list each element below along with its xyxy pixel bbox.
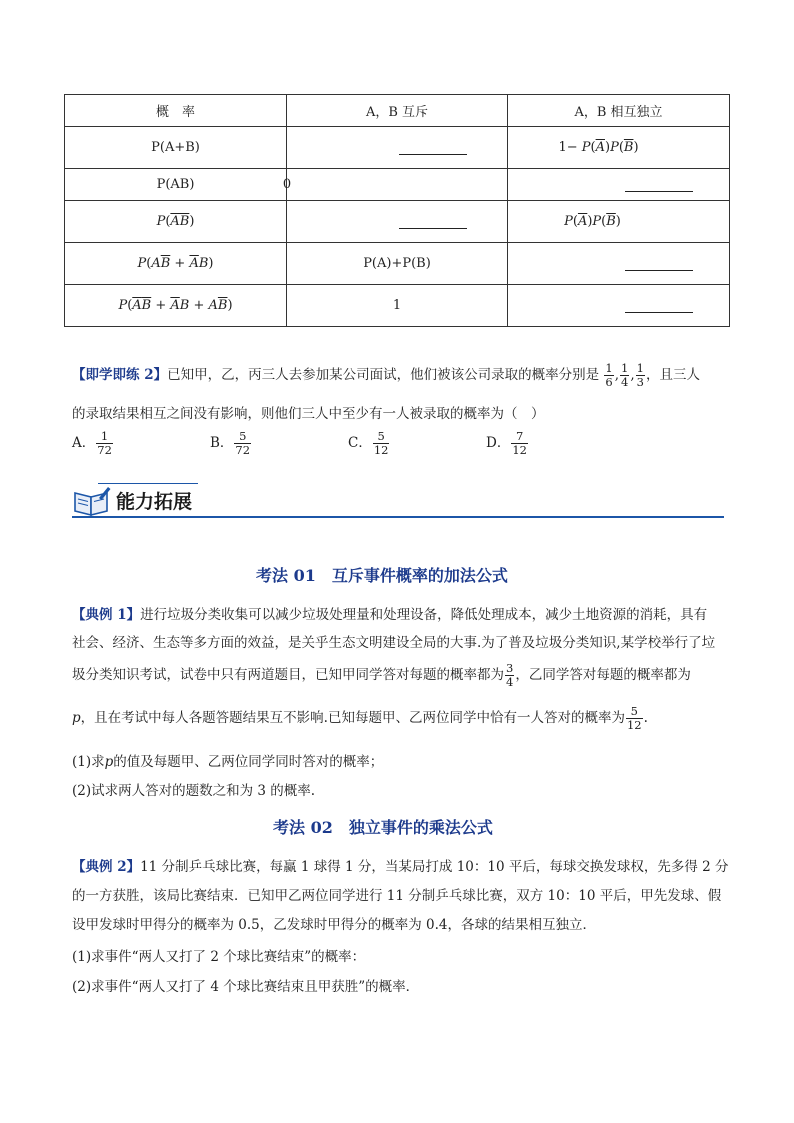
- option-c[interactable]: C． $\frac{5}{12}$: [348, 429, 389, 458]
- header-mutex: A，B 互斥: [287, 95, 508, 127]
- method1-line-3: 圾分类知识考试，试卷中只有两道题目，已知甲同学答对每题的概率都为 $\frac{3}{4}$ ，乙同学答对每题的概率都为: [72, 661, 691, 690]
- practice-line-2: 的录取结果相互之间没有影响，则他们三人中至少有一人被录取的概率为（ ）: [72, 406, 545, 422]
- section-banner-title: 能力拓展: [116, 491, 193, 513]
- method2-question-2: (2)求事件“两人又打了 4 个球比赛结束且甲获胜”的概率．: [72, 979, 420, 995]
- option-d[interactable]: D． $\frac{7}{12}$: [486, 429, 527, 458]
- method1-question-2: (2)试求两人答对的题数之和为 3 的概率.: [72, 783, 316, 799]
- table-row: [65, 201, 730, 243]
- method1-line-2: 社会、经济、生态等多方面的效益，是关乎生态文明建设全局的大事.为了普及垃圾分类知识,某学校举行了垃: [72, 635, 716, 651]
- probability-table: [64, 94, 730, 327]
- table-header-row: [65, 95, 730, 127]
- indep-formula: $1- P(\overline{A})P(\overline{B})$: [508, 127, 730, 169]
- table-row: [65, 169, 730, 201]
- practice-tag: 【即学即练 2】: [72, 367, 168, 384]
- row-label: $P(A\overline{B} + \overline{A}B)$: [65, 243, 287, 285]
- fraction: $\frac{5}{12}$: [626, 704, 642, 733]
- method1-title: 考法 01 互斥事件概率的加法公式: [256, 566, 508, 585]
- method2-line-3: 设甲发球时甲得分的概率为 0.5，乙发球时甲得分的概率为 0.4，各球的结果相互独立．: [72, 917, 597, 933]
- option-a[interactable]: A． $\frac{1}{72}$: [72, 429, 112, 458]
- row-label: P(AB): [65, 169, 287, 201]
- mutex-value: 0: [287, 169, 508, 201]
- method2-question-1: (1)求事件“两人又打了 2 个球比赛结束”的概率：: [72, 949, 366, 965]
- fraction: $\frac{3}{4}$: [506, 661, 514, 690]
- method1-question-1: (1)求p的值及每题甲、乙两位同学同时答对的概率；: [72, 754, 384, 770]
- table-row: [65, 243, 730, 285]
- method2-line-2: 的一方获胜，该局比赛结束．已知甲乙两位同学进行 11 分制乒乓球比赛，双方 10：10 平后，甲先发球、假: [72, 888, 722, 904]
- row-label: P(A+B): [65, 127, 287, 169]
- method2-title: 考法 02 独立事件的乘法公式: [273, 818, 493, 837]
- header-independent: A，B 相互独立: [508, 95, 730, 127]
- example-tag: 【典例 2】: [72, 859, 141, 875]
- fraction: $\frac{1}{3}$: [636, 361, 644, 390]
- fraction: $\frac{1}{4}$: [621, 361, 629, 390]
- method2-line-1: 【典例 2】11 分制乒乓球比赛，每赢 1 球得 1 分，当某局打成 10：10 平后，每球交换发球权，先多得 2 分: [72, 859, 729, 875]
- answer-blank: [508, 169, 730, 201]
- banner-top-rule: [98, 483, 198, 484]
- answer-blank: [287, 127, 508, 169]
- header-probability: 概 率: [65, 95, 287, 127]
- answer-blank: [508, 285, 730, 327]
- mutex-value: 1: [287, 285, 508, 327]
- book-pen-icon: [72, 485, 112, 517]
- method1-line-4: p，且在考试中每人各题答题结果互不影响.已知每题甲、乙两位同学中恰有一人答对的概率为 $\frac{5}{12}$ .: [72, 704, 648, 733]
- example-tag: 【典例 1】: [72, 607, 141, 623]
- fraction: $\frac{1}{6}$: [605, 361, 613, 390]
- practice-line-1: 【即学即练 2】已知甲，乙，丙三人去参加某公司面试，他们被该公司录取的概率分别是 $\frac{1}{6}$ , $\frac{1}{4}$ , $\frac{1}{3}$ ，且三人: [72, 361, 700, 390]
- option-b[interactable]: B． $\frac{5}{72}$: [210, 429, 251, 458]
- table-row: [65, 127, 730, 169]
- mutex-value: P(A)+P(B): [287, 243, 508, 285]
- practice-text: 已知甲，乙，丙三人去参加某公司面试，他们被该公司录取的概率分别是: [167, 367, 600, 384]
- answer-blank: [508, 243, 730, 285]
- section-banner-rule: [72, 516, 724, 518]
- indep-formula: $P(\overline{A})P(\overline{B})$: [508, 201, 730, 243]
- row-label: $P(\overline{AB})$: [65, 201, 287, 243]
- answer-blank: [287, 201, 508, 243]
- method1-line-1: 【典例 1】进行垃圾分类收集可以减少垃圾处理量和处理设备，降低处理成本，减少土地资源的消耗，具有: [72, 607, 708, 623]
- row-label: $P(\overline{A}\overline{B} + \overline{A}B + A\overline{B})$: [65, 285, 287, 327]
- table-row: [65, 285, 730, 327]
